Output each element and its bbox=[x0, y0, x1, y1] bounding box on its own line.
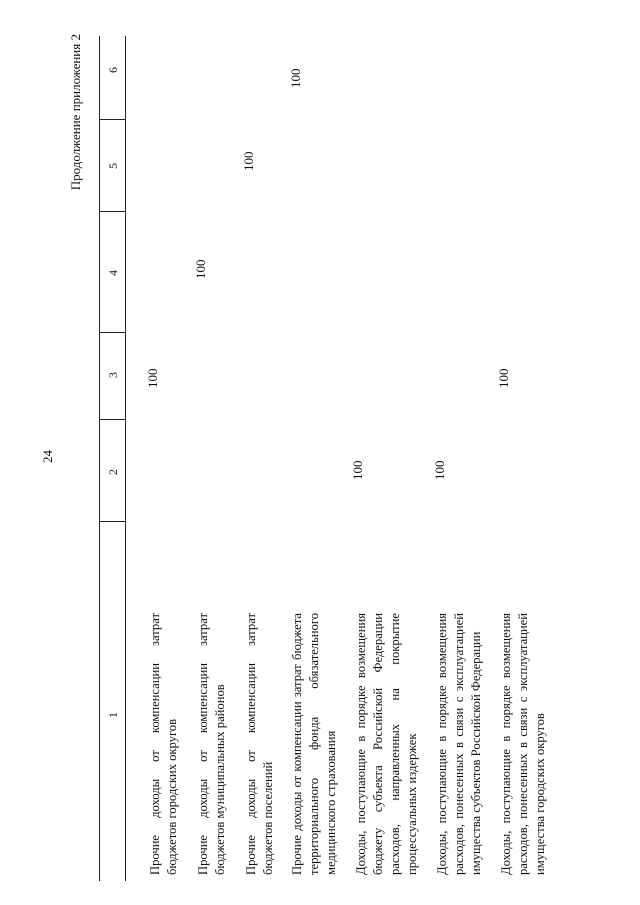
column-header-1: 1 bbox=[106, 712, 120, 718]
column-header-4: 4 bbox=[106, 270, 120, 276]
table-row-6-description: Доходы, поступающие в порядке возмещения расходов, понесенных в связи с эксплуатацией имущества субъектов Российской Федерации bbox=[435, 613, 483, 875]
column-divider-4 bbox=[99, 211, 126, 212]
column-divider-1 bbox=[99, 521, 126, 522]
column-header-2: 2 bbox=[106, 469, 120, 475]
appendix-continuation-note: Продолжение приложения 2 bbox=[68, 34, 83, 191]
column-divider-2 bbox=[99, 419, 126, 420]
table-row-4-col6-value: 100 bbox=[288, 68, 303, 88]
table-top-rule bbox=[99, 36, 100, 881]
column-divider-5 bbox=[99, 119, 126, 120]
column-header-6: 6 bbox=[106, 67, 120, 73]
table-row-6-col2-value: 100 bbox=[432, 460, 447, 480]
table-row-1-description: Прочие доходы от компенсации затрат бюджетов городских округов bbox=[148, 613, 179, 875]
column-header-3: 3 bbox=[106, 372, 120, 378]
table-row-5-description: Доходы, поступающие в порядке возмещения бюджету субъекта Российской Федерации расходов, направленных на покрытие процессуальных издержек bbox=[354, 613, 419, 875]
table-row-3-col5-value: 100 bbox=[241, 151, 256, 171]
table-row-7-description: Доходы, поступающие в порядке возмещения расходов, понесенных в связи с эксплуатацией имущества городских округов bbox=[499, 613, 547, 875]
table-row-1-col3-value: 100 bbox=[145, 368, 160, 388]
table-row-2-col4-value: 100 bbox=[193, 259, 208, 279]
table-row-4-description: Прочие доходы от компенсации затрат бюджета территориального фонда обязательного медицинского страхования bbox=[290, 613, 338, 875]
header-bottom-rule bbox=[125, 36, 126, 881]
page-number: 24 bbox=[40, 450, 55, 463]
table-row-3-description: Прочие доходы от компенсации затрат бюджетов поселений bbox=[244, 613, 275, 875]
table-row-2-description: Прочие доходы от компенсации затрат бюджетов муниципальных районов bbox=[196, 613, 227, 875]
table-row-7-col3-value: 100 bbox=[496, 368, 511, 388]
column-header-5: 5 bbox=[106, 163, 120, 169]
table-row-5-col2-value: 100 bbox=[350, 460, 365, 480]
column-divider-3 bbox=[99, 332, 126, 333]
